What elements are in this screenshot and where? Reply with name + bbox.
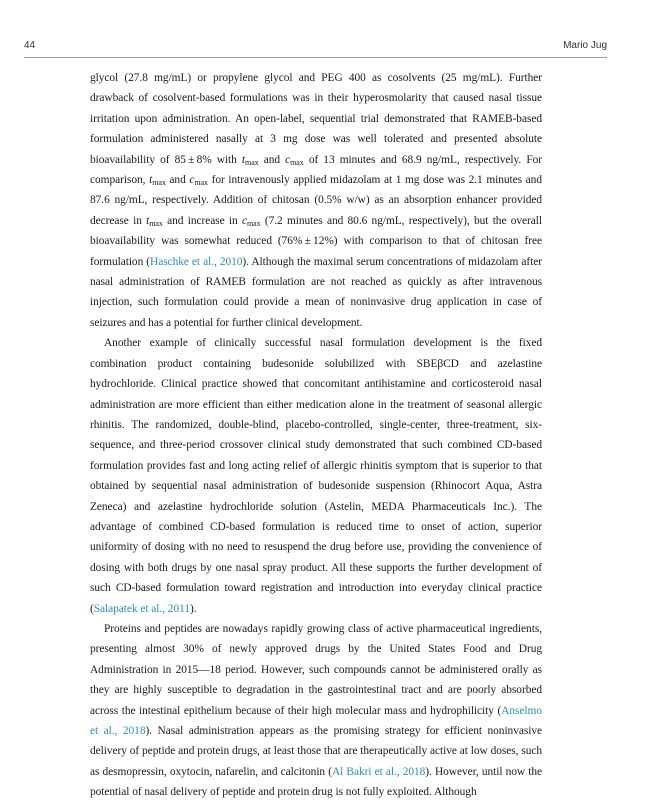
text-run: for intravenously applied midazolam at 1 mg dose was 2.1 minutes and 87.6 ng/mL, respectively. Addition of chitosan (0.5% w/w) as an absorption enhancer provided decrease in	[90, 174, 542, 227]
italic-symbol: c	[189, 174, 195, 187]
running-header	[24, 38, 607, 54]
text-run: and increase in	[162, 214, 242, 227]
body-text	[90, 68, 542, 803]
citation-link[interactable]: Al Bakri et al., 2018	[331, 765, 426, 778]
italic-symbol: t	[241, 153, 246, 166]
italic-symbol: c	[241, 214, 247, 227]
text-run: (7.2 minutes and 80.6 ng/mL, respectively), but the overall bioavailability was somewhat reduced (76% ± 12%) with comparison to that of chitosan free formulation (	[90, 214, 543, 268]
italic-symbol: t	[149, 174, 153, 187]
text-run: and	[165, 174, 190, 187]
italic-symbol: t	[146, 214, 150, 227]
subscript: max	[149, 218, 163, 228]
text-run: ). However, until now the potential of nasal delivery of peptide and protein drug is not fully exploited. Although	[90, 765, 542, 799]
text-run: ).	[189, 602, 197, 615]
text-run: ). Nasal administration appears as the promising strategy for efficient noninvasive delivery of peptide and protein drugs, at least those that are therapeutically active at low doses, such as desmopressin, oxytocin, nafarelin, and calcitonin (	[90, 725, 543, 778]
subscript: max	[245, 157, 259, 167]
citation-link[interactable]: Haschke et al., 2010	[150, 255, 243, 268]
text-run: of 13 minutes and 68.9 ng/mL, respectively. For comparison,	[90, 153, 543, 187]
running-author: Mario Jug	[563, 40, 607, 51]
paragraph	[90, 619, 542, 803]
subscript: max	[152, 178, 166, 188]
citation-link[interactable]: Anselmo et al., 2018	[90, 704, 542, 737]
text-run: and	[258, 153, 286, 166]
paragraph	[90, 333, 542, 619]
subscript: max	[290, 157, 304, 167]
paragraph	[90, 68, 542, 333]
italic-symbol: c	[285, 153, 291, 166]
citation-link[interactable]: Salapatek et al., 2011	[93, 602, 190, 615]
text-run: glycol (27.8 mg/mL) or propylene glycol and PEG 400 as cosolvents (25 mg/mL). Further drawback of cosolvent-based formulations was in their hyperosmolarity that caused nasal tissue irritation upon administration. An open-label, sequential trial demonstrated that RAMEB-based formulation administered nasally at 3 mg dose was well tolerated and presented absolute bioavailability of 85 ± 8% with	[90, 72, 542, 166]
text-run: ). Although the maximal serum concentrations of midazolam after nasal administration of RAMEB formulation are not reached as quickly as after intravenous injection, such formulation could provide a mean of noninvasive drug application in case of seizures and has a potential for further clinical development.	[90, 255, 542, 329]
subscript: max	[246, 218, 261, 228]
text-run: Proteins and peptides are nowadays rapidly growing class of active pharmaceutical ingredients, presenting almost 30% of newly approved drugs by the United States Food and Drug Administration in 2015—18 period. However, such compounds cannot be administered orally as they are highly susceptible to degradation in the gastrointestinal tract and are poorly absorbed across the intestinal epithelium because of their high molecular mass and hydrophilicity (	[90, 622, 542, 717]
subscript: max	[194, 178, 208, 188]
text-run: Another example of clinically successful nasal formulation development is the fixed combination product containing budesonide solubilized with SBEβCD and azelastine hydrochloride. Clinical practice showed that concomitant antihistamine and corticosteroid nasal administration are more efficient than either medication alone in the treatment of seasonal allergic rhinitis. The randomized, double-blind, placebo-controlled, single-center, three-treatment, six-sequence, and three-period crossover clinical study demonstrated that such combined CD-based formulation provides fast and long acting relief of allergic rhinitis symptom that is superior to that obtained by sequential nasal administration of budesonide suspension (Rhinocort Aqua, Astra Zeneca) and azelastine hydrochloride solution (Astelin, MEDA Pharmaceuticals Inc.). The advantage of combined CD-based formulation is reduced time to onset of action, superior uniformity of dosing with no need to resuspend the drug before use, providing the convenience of dosing with both drugs by one nasal spray product. All these supports the further development of such CD-based formulation toward registration and introduction into everyday clinical practice (	[90, 337, 542, 615]
header-rule	[24, 57, 607, 58]
page-number: 44	[24, 40, 36, 51]
